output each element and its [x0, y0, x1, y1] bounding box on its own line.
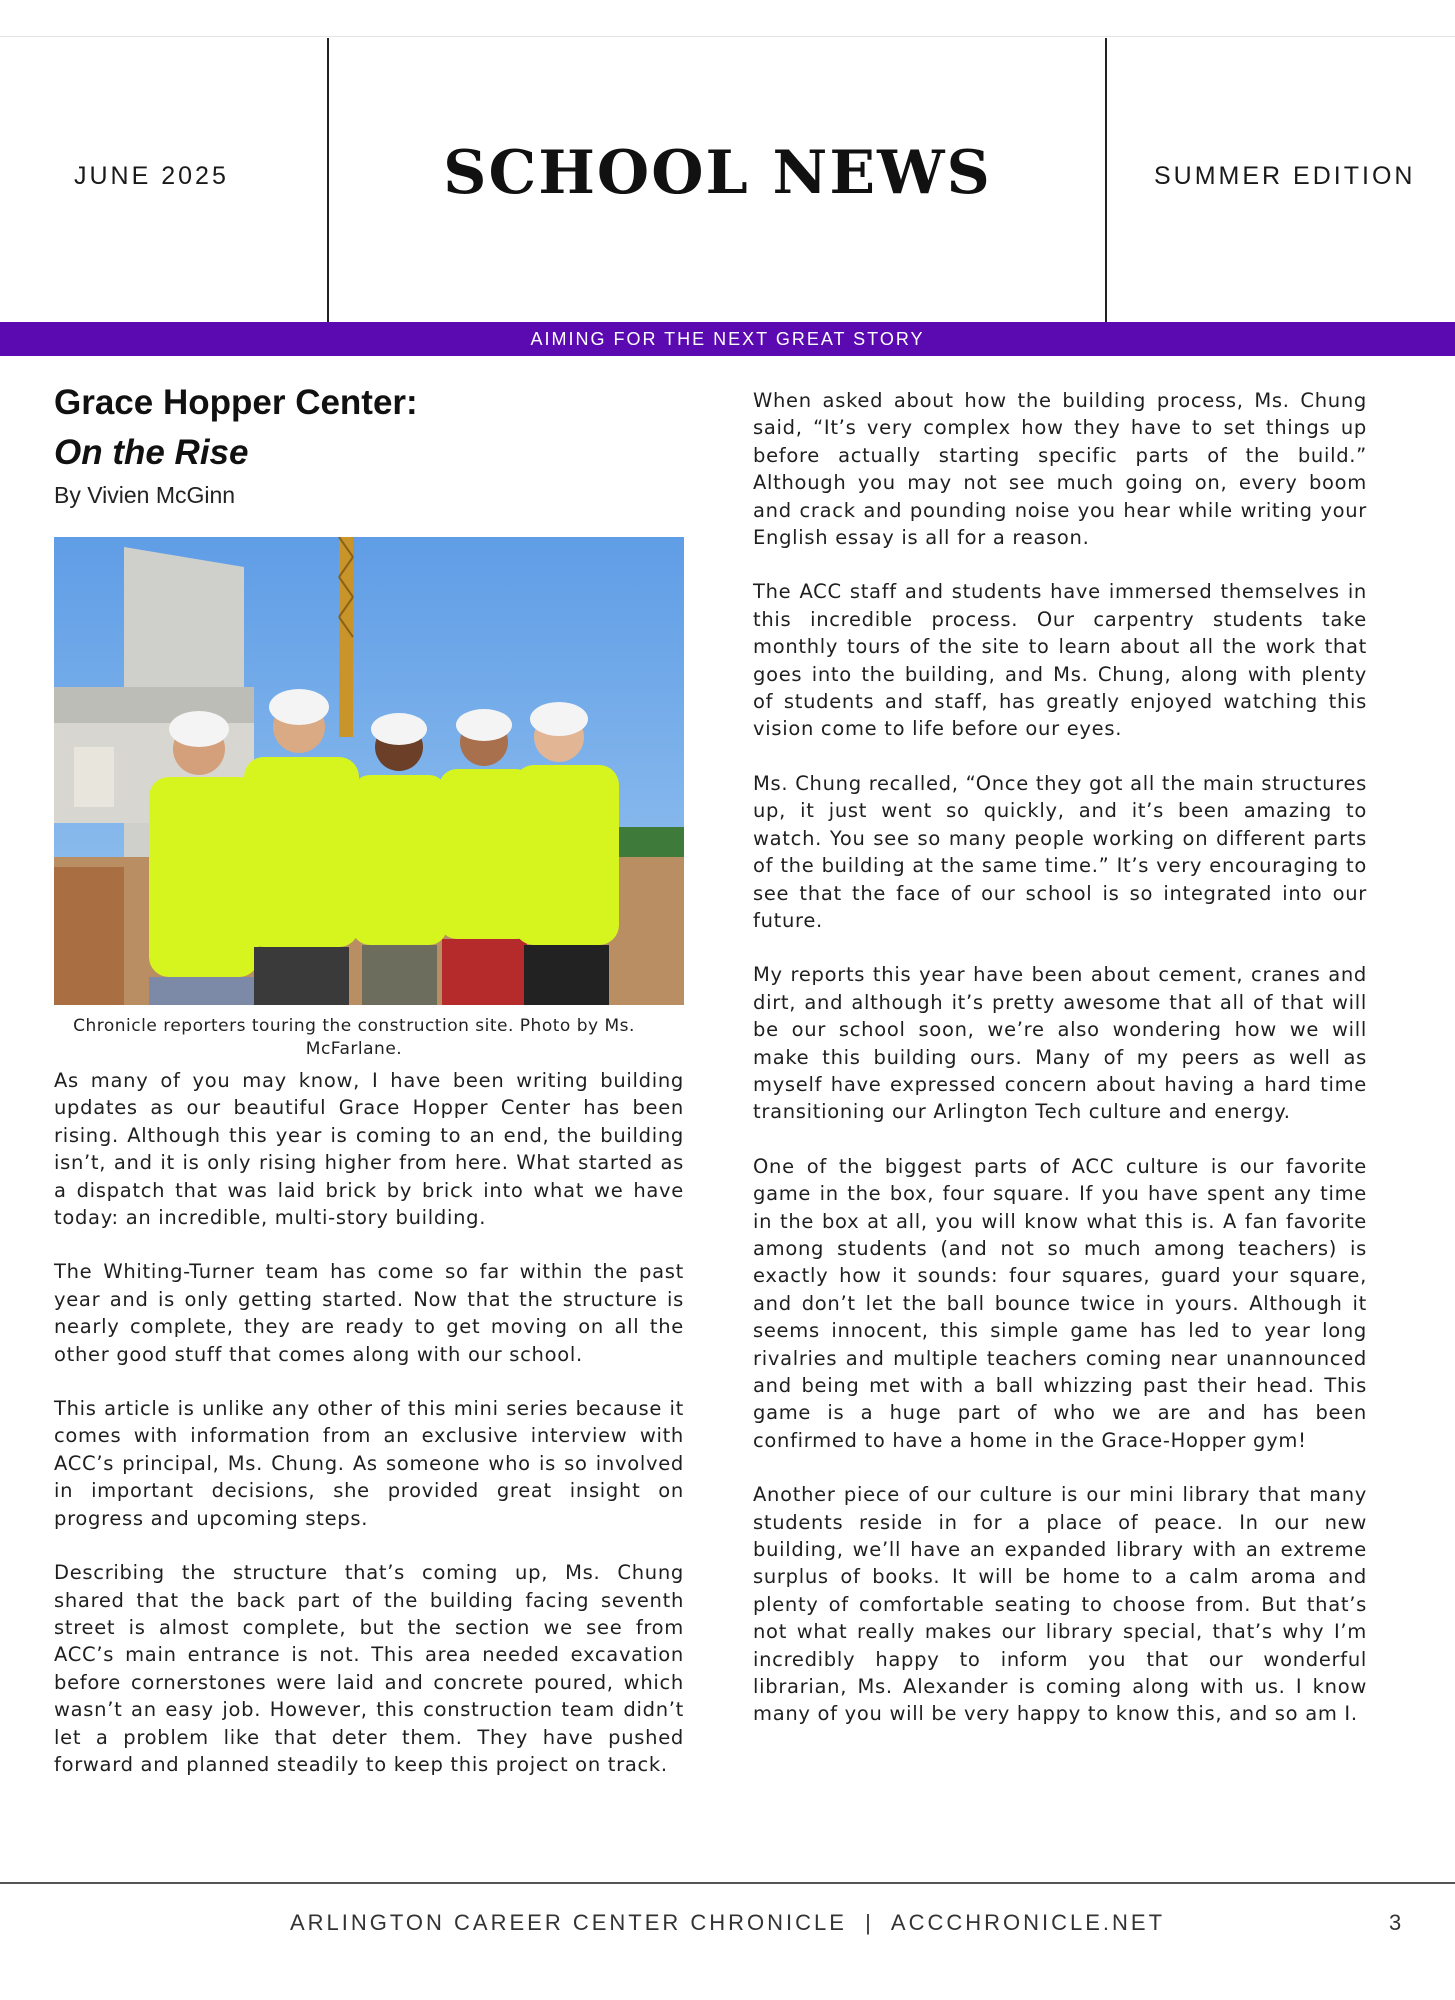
page-number: 3 [1389, 1910, 1402, 1935]
footer-rule [0, 1882, 1455, 1884]
reporters-group [149, 689, 619, 1005]
paragraph: One of the biggest parts of ACC culture is our favorite game in the box, four square. If you have spent any time in the box at all, you will know what this is. A fan favorite among students (and not so much among teachers) is exactly how it sounds: four squares, guard your square, and don’t let the ball bounce twice in yours. Although it seems innocent, this simple game has led to year long rivalries and multiple teachers coming near unannounced and being met with a ball whizzing past their head. This game is a huge part of who we are and has been confirmed to have a home in the Grace-Hopper gym! [753, 1154, 1367, 1452]
paragraph: When asked about how the building process, Ms. Chung said, “It’s very complex how they have to set things up before actually starting specific parts of the build.” Although you may not see much going on, every boom and crack and pounding noise you hear while writing your English essay is all for a reason. [753, 389, 1367, 550]
paragraph: The Whiting-Turner team has come so far within the past year and is only getting started. Now that the structure is nearly complete, they are ready to get moving on all the other good stuff that comes along with our school. [54, 1260, 684, 1366]
issue-date: JUNE 2025 [74, 162, 229, 190]
paragraph: Another piece of our culture is our mini library that many students reside in for a place of peace. In our new building, we’ll have an expanded library with an extreme surplus of books. It will be home to a calm aroma and plenty of comfortable seating to choose from. But that’s not what really makes our library special, that’s why I’m incredibly happy to inform you that our wonderful librarian, Ms. Alexander is coming along with us. I know many of you will be very happy to know this, and so am I. [753, 1483, 1367, 1726]
paragraph: Ms. Chung recalled, “Once they got all the main structures up, it just went so quickly, and it’s been amazing to watch. You see so many people working on different parts of the building at the same time.” It’s very encouraging to see that the face of our school is so integrated into our future. [753, 771, 1367, 932]
article-subheadline: On the Rise [54, 433, 249, 472]
edition-label: SUMMER EDITION [1154, 162, 1416, 190]
header-divider-right [1105, 38, 1107, 338]
article-headline: Grace Hopper Center: [54, 383, 418, 422]
article-photo [54, 537, 684, 1005]
construction-photo [54, 537, 684, 1005]
header-divider-left [327, 38, 329, 322]
right-column [753, 387, 1367, 1755]
left-body [54, 1067, 684, 1778]
footer-text: ARLINGTON CAREER CENTER CHRONICLE | ACCCHRONICLE.NET [289, 1910, 1166, 1935]
paragraph: The ACC staff and students have immersed themselves in this incredible process. Our carpentry students take monthly tours of the site to learn about all the work that goes into the building, and Ms. Chung, along with plenty of students and staff, has greatly enjoyed watching this vision come to life before our eyes. [753, 580, 1367, 741]
left-column [54, 378, 684, 1805]
tagline: AIMING FOR THE NEXT GREAT STORY [530, 329, 925, 349]
paragraph: This article is unlike any other of this mini series because it comes with information from an exclusive interview with ACC’s principal, Ms. Chung. As someone who is so involved in important decisions, she provided great insight on progress and upcoming steps. [54, 1397, 684, 1530]
article-byline: By Vivien McGinn [54, 482, 236, 508]
paragraph: As many of you may know, I have been writing building updates as our beautiful Grace Hopper Center has been rising. Although this year is coming to an end, the building isn’t, and it is only rising higher from here. What started as a dispatch that was laid brick by brick into what we have today: an incredible, multi-story building. [54, 1069, 684, 1230]
top-rule [0, 36, 1455, 37]
photo-caption: Chronicle reporters touring the construction site. Photo by Ms. McFarlane. [73, 1016, 635, 1059]
masthead-title: SCHOOL NEWS [443, 138, 992, 208]
paragraph: My reports this year have been about cement, cranes and dirt, and although it’s pretty awesome that all of that will be our school soon, we’re also wondering how we will make this building ours. Many of my peers as well as myself have expressed concern about having a hard time transitioning our Arlington Tech culture and energy. [753, 963, 1367, 1124]
paragraph: Describing the structure that’s coming up, Ms. Chung shared that the back part of the building facing seventh street is almost complete, but the section we see from ACC’s main entrance is not. This area needed excavation before cornerstones were laid and concrete poured, which wasn’t an easy job. However, this construction team didn’t let a problem like that deter them. They have pushed forward and planned steadily to keep this project on track. [54, 1561, 684, 1776]
